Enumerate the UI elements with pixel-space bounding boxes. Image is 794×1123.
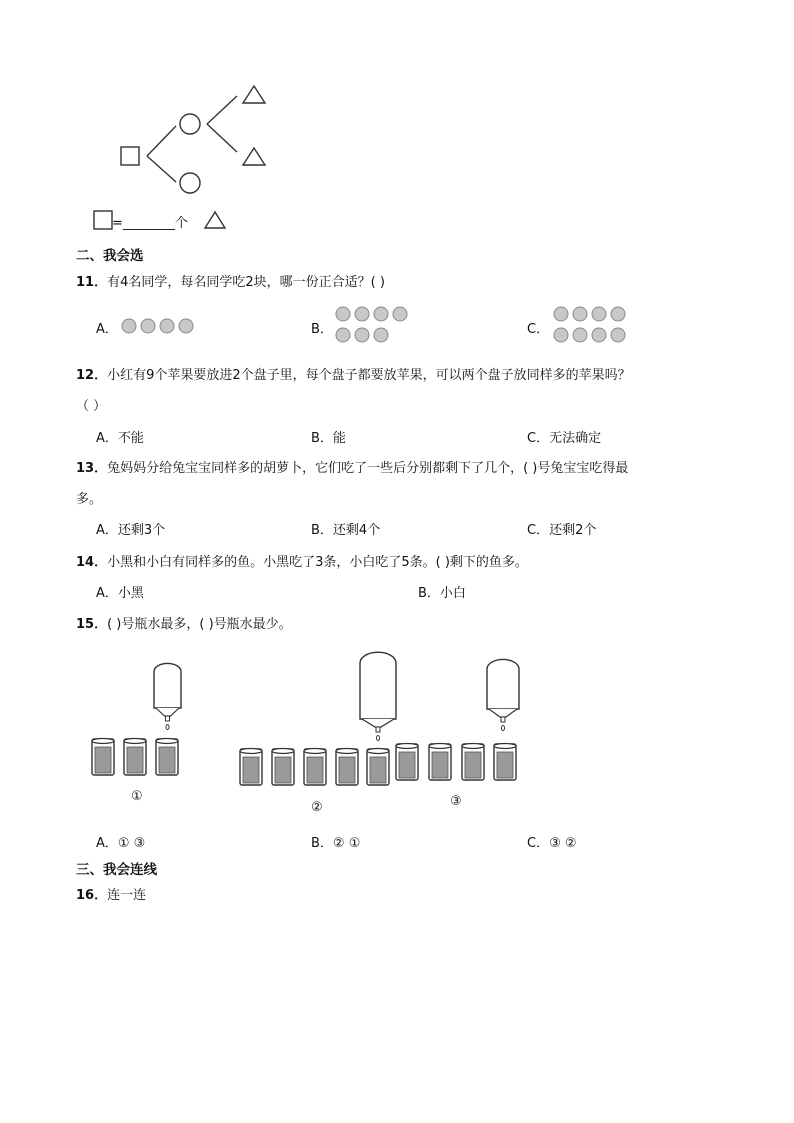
question-number: 13． — [76, 461, 108, 476]
water-cup — [336, 749, 358, 786]
question-number: 16． — [76, 888, 108, 903]
question-text: 有4名同学，每名同学吃2块，哪一份正合适？( ) — [107, 275, 385, 290]
option-c[interactable]: C．③ ② — [527, 836, 577, 851]
option-b[interactable]: B．能 — [311, 431, 346, 446]
water-cup — [396, 744, 418, 781]
figure-label-2: ② — [311, 800, 323, 815]
question-text: 连一连 — [107, 888, 147, 903]
water-bottle — [360, 652, 396, 740]
answer-equals: = — [112, 216, 123, 231]
option-b[interactable]: B．还剩4个 — [311, 523, 381, 538]
water-cup — [367, 749, 389, 786]
section-title: 三、我会连线 — [76, 862, 157, 878]
answer-unit: 个 — [174, 216, 188, 231]
option-c[interactable]: C． — [527, 322, 550, 337]
water-cup — [124, 739, 146, 776]
question-number: 12． — [76, 368, 108, 383]
question-number: 14． — [76, 555, 108, 570]
option-c[interactable]: C．无法确定 — [527, 431, 602, 446]
water-cup — [156, 739, 178, 776]
water-cup — [462, 744, 484, 781]
water-cup — [304, 749, 326, 786]
option-c[interactable]: C．还剩2个 — [527, 523, 597, 538]
answer-blank: ________ — [122, 216, 175, 231]
question-text: ( )号瓶水最多，( )号瓶水最少。 — [107, 617, 292, 632]
water-bottle — [487, 659, 519, 730]
option-a[interactable]: A．还剩3个 — [96, 523, 166, 538]
option-a[interactable]: A．不能 — [96, 431, 144, 446]
question-text: 兔妈妈分给兔宝宝同样多的胡萝卜，它们吃了一些后分别都剩下了几个，( )号兔宝宝吃得最 — [107, 461, 629, 476]
option-b[interactable]: B． — [311, 322, 333, 337]
option-a[interactable]: A．① ③ — [96, 836, 146, 851]
water-cup — [429, 744, 451, 781]
question-text-cont: 多。 — [76, 492, 103, 507]
question-16 — [76, 884, 146, 903]
answer-blank: （ ） — [76, 399, 107, 414]
section-title: 二、我会选 — [76, 248, 144, 264]
option-b[interactable]: B．小白 — [418, 586, 466, 601]
water-bottle — [154, 663, 181, 729]
question-number: 15． — [76, 617, 108, 632]
question-text: 小红有9个苹果要放进2个盘子里，每个盘子都要放苹果，可以两个盘子放同样多的苹果吗？ — [107, 368, 631, 383]
option-b[interactable]: B．② ① — [311, 836, 361, 851]
water-cup — [92, 739, 114, 776]
water-cup — [494, 744, 516, 781]
question-number: 11． — [76, 275, 108, 290]
figure-label-1: ① — [131, 789, 143, 804]
water-cup — [272, 749, 294, 786]
option-a[interactable]: A．小黑 — [96, 586, 144, 601]
question-text: 小黑和小白有同样多的鱼。小黑吃了3条，小白吃了5条。( )剩下的鱼多。 — [107, 555, 528, 570]
water-cup — [240, 749, 262, 786]
option-a[interactable]: A． — [96, 322, 118, 337]
figure-label-3: ③ — [450, 794, 462, 809]
